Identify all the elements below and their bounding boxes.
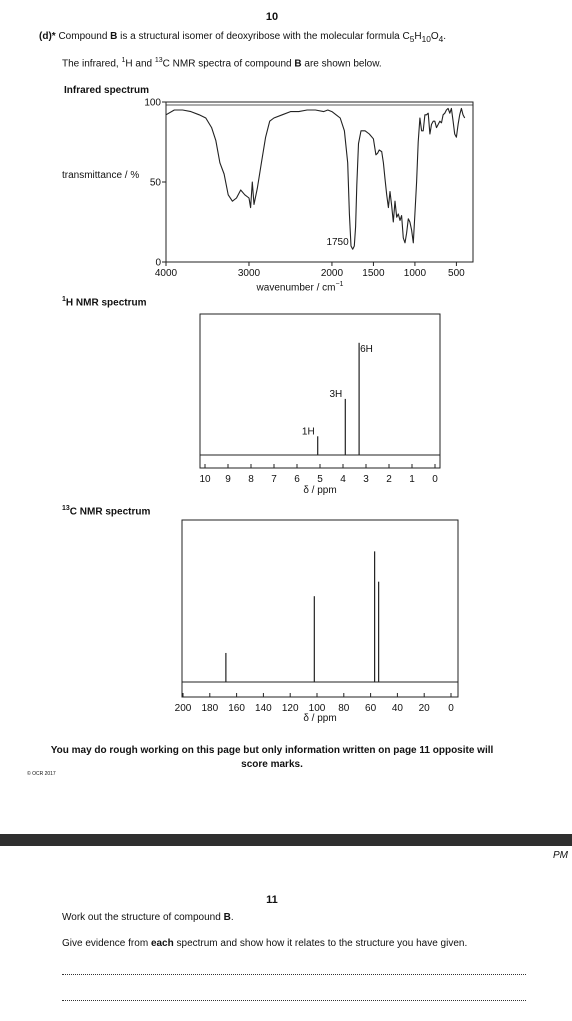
ir-xtick-label: 1500 [362,268,385,279]
ir-plot-frame [166,102,473,262]
formula-h: H [414,31,422,42]
cnmr-xtick-label: 0 [448,703,454,714]
cnmr-title-text: C NMR spectrum [69,506,151,518]
instruction-period: . [230,912,234,923]
cnmr-xtick-label: 160 [228,703,245,714]
hnmr-xtick-label: 0 [432,474,438,485]
header-right: PM [553,850,568,861]
ir-spectrum-line [166,108,465,249]
hnmr-title-sup: 1 [62,296,66,303]
ir-ytick-label: 50 [149,177,161,189]
hnmr-xtick-label: 3 [363,474,369,485]
hnmr-xtick-label: 9 [225,474,231,485]
ir-ytick-label: 100 [144,97,161,109]
hnmr-xlabel: δ / ppm [303,485,337,496]
hnmr-xtick-label: 2 [386,474,392,485]
cnmr-xtick-label: 20 [418,703,430,714]
rough-working-notice-line1: You may do rough working on this page but only information written on page 11 opposite will [50,745,494,756]
cnmr-xtick-label: 100 [308,703,326,714]
instruction-structure [62,912,234,923]
hnmr-title-text: H NMR spectrum [65,297,147,309]
formula-sub-10: 10 [421,34,431,44]
instruction-evidence-text: Give evidence from [62,938,149,949]
intro-text-c: C NMR spectra of compound [162,58,292,70]
intro-text: The infrared, [62,58,119,70]
instruction-each: each [150,938,174,949]
hnmr-xtick-label: 1 [409,474,415,485]
ir-title: Infrared spectrum [64,85,150,96]
hnmr-peak-label: 6H [360,343,373,355]
formula-o: O [430,31,439,42]
cnmr-xtick-label: 180 [201,703,219,714]
question-period: . [443,31,447,42]
intro-text-h: H and [125,58,153,70]
question-text: Compound [58,31,108,42]
hnmr-xtick-label: 10 [199,474,211,485]
cnmr-xlabel: δ / ppm [303,713,337,724]
hnmr-xtick-label: 6 [294,474,300,485]
ir-xlabel-text: wavenumber / cm [256,282,336,294]
cnmr-xtick-label: 60 [365,703,377,714]
formula-sub-4: 4 [438,34,444,44]
compound-b-label: B [110,31,118,42]
cnmr-xtick-label: 40 [391,703,403,714]
instruction-evidence [62,938,467,949]
ir-xtick-label: 2000 [320,268,344,279]
ir-xtick-label: 3000 [237,268,261,279]
cnmr-title-sup: 13 [62,505,70,512]
intro-sup-1: 1 [121,57,126,64]
instruction-evidence-text-2: spectrum and show how it relates to the structure you have given. [176,938,468,949]
ir-ytick-label: 0 [155,257,161,269]
hnmr-plot-frame [200,314,440,468]
hnmr-xtick-label: 4 [340,474,346,485]
page-separator-band [0,834,572,846]
cnmr-xtick-label: 200 [174,703,192,714]
hnmr-peak-label: 1H [301,426,315,438]
question-text-formula: is a structural isomer of deoxyribose with the molecular formula C [120,31,410,42]
copyright: © OCR 2017 [27,771,56,777]
instruction-structure-text: Work out the structure of compound [62,912,221,923]
ir-xtick-label: 1000 [403,268,427,279]
instruction-compound-b: B [223,912,231,923]
cnmr-xtick-label: 120 [281,703,299,714]
hnmr-peak-label: 3H [329,388,343,400]
hnmr-xtick-label: 7 [271,474,277,485]
intro-compound-b: B [294,58,302,70]
ir-xtick-label: 4000 [154,268,178,279]
answer-line-1[interactable] [62,974,526,975]
cnmr-xtick-label: 140 [255,703,272,714]
ir-xlabel-sup: −1 [335,281,344,288]
cnmr-xtick-label: 80 [338,703,350,714]
question-label: (d)* [39,31,56,42]
page-number: 10 [265,11,279,23]
page-number-11: 11 [266,894,278,906]
hnmr-xtick-label: 8 [248,474,254,485]
hnmr-xtick-label: 5 [317,474,323,485]
cnmr-plot-frame [182,520,458,697]
ir-ylabel: transmittance / % [62,170,140,181]
ir-xtick-label: 500 [448,268,465,279]
intro-sup-13: 13 [154,57,163,64]
answer-line-2[interactable] [62,1000,526,1001]
formula-sub-5: 5 [409,34,415,44]
ir-annotation-1750: 1750 [326,237,349,249]
intro-text-end: are shown below. [304,58,382,70]
rough-working-notice-line2: score marks. [241,759,303,770]
